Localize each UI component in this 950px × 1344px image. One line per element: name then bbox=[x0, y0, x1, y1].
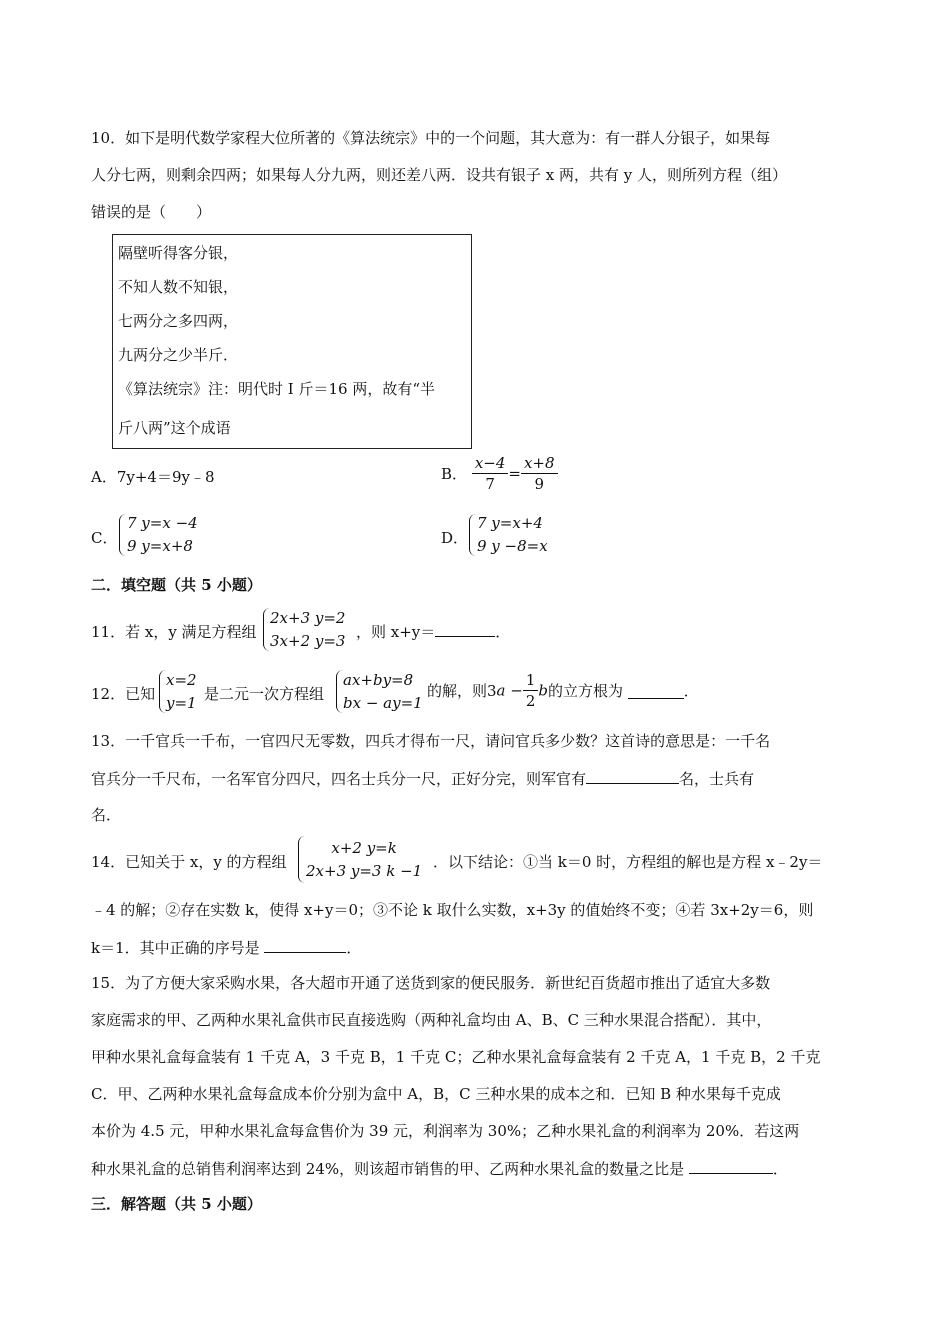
q12-post bbox=[427, 670, 699, 711]
poem-line-6: 斤八两”这个成语 bbox=[118, 419, 231, 437]
poem-line-4: 九两分之少半斤． bbox=[118, 346, 239, 364]
q12-a-term: a − bbox=[496, 681, 523, 700]
q10-line-2: 人分七两，则剩余四两；如果每人分九两，则还差八两．设共有银子 x 两，共有 y 人，则所列方程（组） bbox=[91, 166, 788, 184]
q15-line-5: 本价为 4.5 元，甲种水果礼盒每盒售价为 39 元，利润率为 30%；乙种水果礼盒的利润率为 20%．若这两 bbox=[91, 1122, 800, 1140]
q15-line-1: 15．为了方便大家采购水果，各大超市开通了送货到家的便民服务．新世纪百货超市推出了适宜大多数 bbox=[91, 974, 771, 992]
q12-half-fraction: $\frac{1}{2}$ bbox=[523, 670, 539, 711]
q15-line-6 bbox=[91, 1158, 788, 1179]
q12-sys2-eq1: ax+by=8 bbox=[343, 671, 414, 689]
option-b-fraction-right: $\frac{x+8}{9}$ bbox=[521, 453, 558, 494]
q13-line-3: 名． bbox=[91, 806, 122, 824]
q15-answer-blank[interactable] bbox=[689, 1158, 773, 1174]
q14-line-3 bbox=[91, 937, 361, 958]
q11-pre: 11．若 x，y 满足方程组 bbox=[91, 623, 257, 641]
q14-eq2: 2x+3 y=3 k −1 bbox=[306, 862, 423, 880]
q12-end: ． bbox=[683, 682, 699, 700]
option-b-fraction-left: $\frac{x-4}{7}$ bbox=[472, 453, 509, 494]
option-c-brace bbox=[119, 514, 126, 556]
poem-line-1: 隔壁听得客分银， bbox=[118, 244, 239, 262]
poem-line-2: 不知人数不知银， bbox=[118, 278, 239, 296]
option-b-label: B． bbox=[441, 465, 468, 483]
q14-post: ．以下结论：①当 k＝0 时，方程组的解也是方程 x﹣2y＝ bbox=[433, 853, 823, 871]
option-a[interactable] bbox=[91, 466, 215, 487]
q14-eq1: x+2 y=k bbox=[331, 839, 397, 857]
q15-line-3: 甲种水果礼盒每盒装有 1 千克 A，3 千克 B，1 千克 C；乙种水果礼盒每盒装有 2 千克 A，1 千克 B，2 千克 bbox=[91, 1048, 821, 1066]
option-d-system bbox=[477, 512, 548, 558]
option-c-label[interactable]: C． bbox=[91, 529, 118, 547]
option-c-eq1: 7 y=x −4 bbox=[127, 514, 198, 532]
option-a-text: 7y+4＝9y﹣8 bbox=[116, 468, 215, 486]
q13-officers-blank[interactable] bbox=[586, 768, 679, 784]
section-2-title: 二．填空题（共 5 小题） bbox=[91, 576, 262, 594]
q11-eq2: 3x+2 y=3 bbox=[270, 632, 346, 650]
q14-line-3b: ． bbox=[346, 939, 362, 957]
q15-line-6b: ． bbox=[772, 1160, 788, 1178]
q14-system bbox=[306, 837, 422, 883]
q10-line-1: 10．如下是明代数学家程大位所著的《算法统宗》中的一个问题，其大意为：有一群人分银子，如果每 bbox=[91, 129, 771, 147]
q12-sys1-eq1: x=2 bbox=[166, 671, 197, 689]
q14-pre: 14．已知关于 x，y 的方程组 bbox=[91, 853, 287, 871]
q12-mid: 是二元一次方程组 bbox=[204, 685, 325, 703]
q11-answer-blank[interactable] bbox=[435, 621, 495, 637]
q12-system-1 bbox=[166, 669, 197, 715]
q14-line-3a: k＝1．其中正确的序号是 bbox=[91, 939, 260, 957]
option-c-system bbox=[127, 512, 198, 558]
q13-line-2b: 名，士兵有 bbox=[679, 770, 755, 788]
q11-post-text: ，则 x+y＝ bbox=[356, 623, 436, 641]
q13-line-2 bbox=[91, 768, 754, 789]
q13-line-2a: 官兵分一千尺布，一名军官分四尺，四名士兵分一尺，正好分完，则军官有 bbox=[91, 770, 587, 788]
q14-answer-blank[interactable] bbox=[264, 937, 346, 953]
q12-sys2-eq2: bx − ay=1 bbox=[343, 694, 423, 712]
q12-b-term: b bbox=[538, 681, 548, 700]
q10-line-3: 错误的是（ ） bbox=[91, 203, 212, 221]
option-b[interactable] bbox=[441, 453, 558, 494]
q12-answer-blank[interactable] bbox=[628, 683, 684, 699]
q12-brace-1 bbox=[159, 670, 166, 713]
q12-pre: 12．已知 bbox=[91, 685, 156, 703]
q11-eq1: 2x+3 y=2 bbox=[270, 609, 346, 627]
poem-line-5: 《算法统宗》注：明代时 I 斤＝16 两，故有“半 bbox=[118, 380, 435, 398]
q11-post bbox=[356, 621, 510, 642]
q12-system-2 bbox=[343, 669, 423, 715]
option-d-eq2: 9 y −8=x bbox=[477, 537, 548, 555]
q14-line-2: ﹣4 的解；②存在实数 k，使得 x+y＝0；③不论 k 取什么实数，x+3y 的值始终不变；④若 3x+2y＝6，则 bbox=[91, 901, 814, 919]
option-d-label[interactable]: D． bbox=[441, 529, 469, 547]
section-3-title: 三．解答题（共 5 小题） bbox=[91, 1195, 262, 1213]
option-c-eq2: 9 y=x+8 bbox=[127, 537, 193, 555]
option-b-equals: = bbox=[508, 464, 521, 483]
q12-sys1-eq2: y=1 bbox=[166, 694, 197, 712]
q12-brace-2 bbox=[336, 670, 343, 713]
poem-box bbox=[112, 234, 472, 449]
q13-line-1: 13．一千官兵一千布，一官四尺无零数，四兵才得布一尺，请问官兵多少数？这首诗的意思是：一千名 bbox=[91, 732, 771, 750]
q12-post2: 的立方根为 bbox=[547, 682, 623, 700]
option-a-label: A． bbox=[91, 468, 117, 486]
q12-post-text: 的解，则3 bbox=[427, 682, 497, 700]
q15-line-4: C．甲、乙两种水果礼盒每盒成本价分别为盒中 A，B，C 三种水果的成本之和．已知 B 种水果每千克成 bbox=[91, 1085, 781, 1103]
q11-end: ． bbox=[495, 623, 511, 641]
option-d-brace bbox=[469, 514, 476, 556]
q11-brace bbox=[263, 608, 270, 651]
q14-brace bbox=[298, 836, 305, 883]
q15-line-2: 家庭需求的甲、乙两种水果礼盒供市民直接选购（两种礼盒均由 A、B、C 三种水果混合搭配）．其中， bbox=[91, 1011, 772, 1029]
poem-line-3: 七两分之多四两， bbox=[118, 312, 239, 330]
q15-line-6a: 种水果礼盒的总销售利润率达到 24%，则该超市销售的甲、乙两种水果礼盒的数量之比是 bbox=[91, 1160, 685, 1178]
option-d-eq1: 7 y=x+4 bbox=[477, 514, 543, 532]
q11-system bbox=[270, 607, 345, 653]
